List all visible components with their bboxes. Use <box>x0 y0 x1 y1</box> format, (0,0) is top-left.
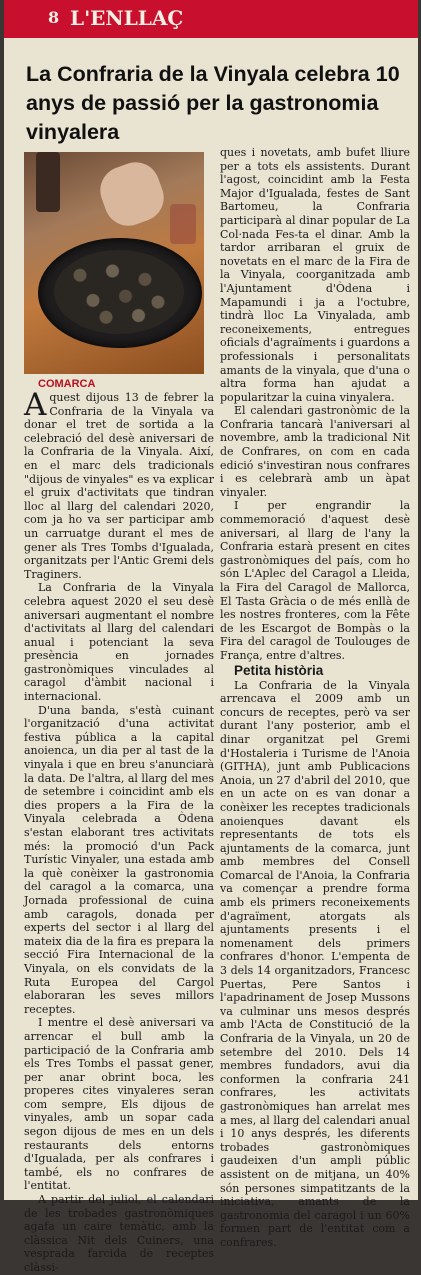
paragraph: D'una banda, s'està cuinant l'organització d'una activitat festiva pública a la capital anoienca, un dia per al tast de la vinyala i que en breu s'anunciarà la data. De l'altra, al llarg del mes de setembre i coincidint amb els dies propers a la Fira de la Vinyala celebrada a Òdena s'estan elaborant tres activitats més: la promoció d'un Pack Turístic Vinyaler, una estada amb la què conèixer la gastronomia del caragol a la comarca, una Jornada professional de cuina amb caragols, donada per experts del sector i al llarg del mateix dia de la fira es prepara la secció Fira Internacional de la Vinyala, on els convidats de la Ruta Europea del Cargol elaboraran les seves millors receptes. <box>24 703 214 1016</box>
bottle-shape <box>36 152 60 212</box>
paragraph-continued: ques i novetats, amb bufet lliure per a tots els assistents. Durant l'agost, coincidint amb la Festa Major d'Igualada, festes de Sant Bartomeu, la Confraria participarà al dinar popular de La Col·nada Fes-ta el dinar. Amb la tardor arribaran el gruix de novetats en el marc de la Fira de la Vinyala, coorganitzada amb l'Ajuntament d'Òdena i Mapamundi i ja a l'octubre, tindrà lloc La Vinyalada, amb reconeixements, entregues oficials d'agraïments i guardons a professionals i personalitats amants de la vinyala, que d'una o altra forma han ajudat a popularitzar la cuina vinyalera. <box>220 146 410 404</box>
column-left <box>24 378 214 1275</box>
section-name: L'ENLLAÇ <box>70 6 184 30</box>
paragraph: A partir del juliol, el calendari de les trobades gastronòmiques agafa un caire temàtic, amb la clàssica Nit dels Cuiners, una vesprada farcida de receptes clàssi- <box>24 1193 214 1274</box>
wine-glass-shape <box>170 204 196 244</box>
column-right <box>220 146 410 1250</box>
hand-shape <box>94 156 171 233</box>
page-header <box>4 0 418 38</box>
paragraph: I per engrandir la commemoració d'aquest desè aniversari, al llarg de l'any la Confraria estarà present en cites gastronòmiques del país, com ho són L'Aplec del Caragol a Lleida, la Fira del Caragol de Mallorca, El Tasta Gràcia o de més enllà de les nostres fronteres, com la Fête de les Escargot de Bompàs o la Fira del caragol de Toulouges de França, entre d'altres. <box>220 499 410 662</box>
paragraph: El calendari gastronòmic de la Confraria tancarà l'aniversari al novembre, amb la tradicional Nit de Confrares, on com en cada edició s'investiran nous confrares i es celebrarà amb un àpat vinyaler. <box>220 404 410 499</box>
snail-dish-photo <box>24 152 204 374</box>
paragraph: La Confraria de la Vinyala celebra aquest 2020 el seu desè aniversari augmentant el nombre d'activitats al llarg del calendari anual i potenciant la seva presència en jornades gastronòmiques vinculades al caragol d'àmbit nacional i internacional. <box>24 581 214 704</box>
drop-cap: A <box>24 387 47 423</box>
page-number: 8 <box>48 8 60 27</box>
paragraph: I mentre el desè aniversari va arrencar el bull amb la participació de la Confraria amb els Tres Tombs el passat gener, per anar obrint boca, les properes cites vinyaleres seran com sempre, Els dijous de vinyales, amb un sopar cada segon dijous de mes en un dels restaurants dels entorns d'Igualada, per als confrares i també, els no confrares de l'entitat. <box>24 1016 214 1193</box>
section-kicker: COMARCA <box>38 378 96 390</box>
paragraph-lead <box>24 387 214 581</box>
snails-shape <box>54 250 184 334</box>
paragraph: La Confraria de la Vinyala arrencava el 2009 amb un concurs de receptes, però va ser durant l'any posterior, amb el dinar organitzat pel Gremi d'Hostaleria i Turisme de l'Anoia (GITHA), junt amb Publicacions Anoia, un 27 d'abril del 2010, que en un acte on es van donar a conèixer les receptes tradicionals anoienques davant els representants de tots els ajuntaments de la comarca, junt amb membres del Consell Comarcal de l'Anoia, la Confraria va començar a prendre forma amb els primers reconeixements d'agraïment, atorgats als ajuntaments presents i el nomenament dels primers confrares d'honor. L'empenta de 3 dels 14 organitzadors, Francesc Puertas, Pere Santos i l'apadrinament de Josep Mussons va culminar uns mesos després amb l'Acta de Constitució de la Confraria de la Vinyala, un 20 de setembre del 2010. Dels 14 membres fundadors, avui dia conformen la confraria 241 confrares, les activitats gastronòmiques han arrelat mes a mes, al llarg del calendari anual i 10 anys després, les diferents trobades gastronòmiques gaudeixen d'un ampli públic assistent on de mitjana, un 40% són persones simpatitzants de la iniciativa, amants de la gastronomia del caragol i un 60% formen part de l'entitat com a confrares. <box>220 678 410 1249</box>
newspaper-page <box>4 0 418 1274</box>
subheading: Petita història <box>234 662 324 678</box>
article-headline: La Confraria de la Vinyala celebra 10 anys de passió per la gastronomia vinyalera <box>26 62 400 144</box>
lead-rest: quest dijous 13 de febrer la Confraria de la Vinyala va donar el tret de sortida a la celebració del desè aniversari de la Confraria de la Vinyala. Així, en el marc dels tradicionals "dijous de vinyales" es va explicar el gruix d'activitats que tindran lloc al llarg del calendari 2020, com ja ho va ser participar amb un carruatge durant el mes de gener als Tres Tombs d'Igualada, organitzats per l'Antic Gremi dels Traginers. <box>24 391 214 581</box>
